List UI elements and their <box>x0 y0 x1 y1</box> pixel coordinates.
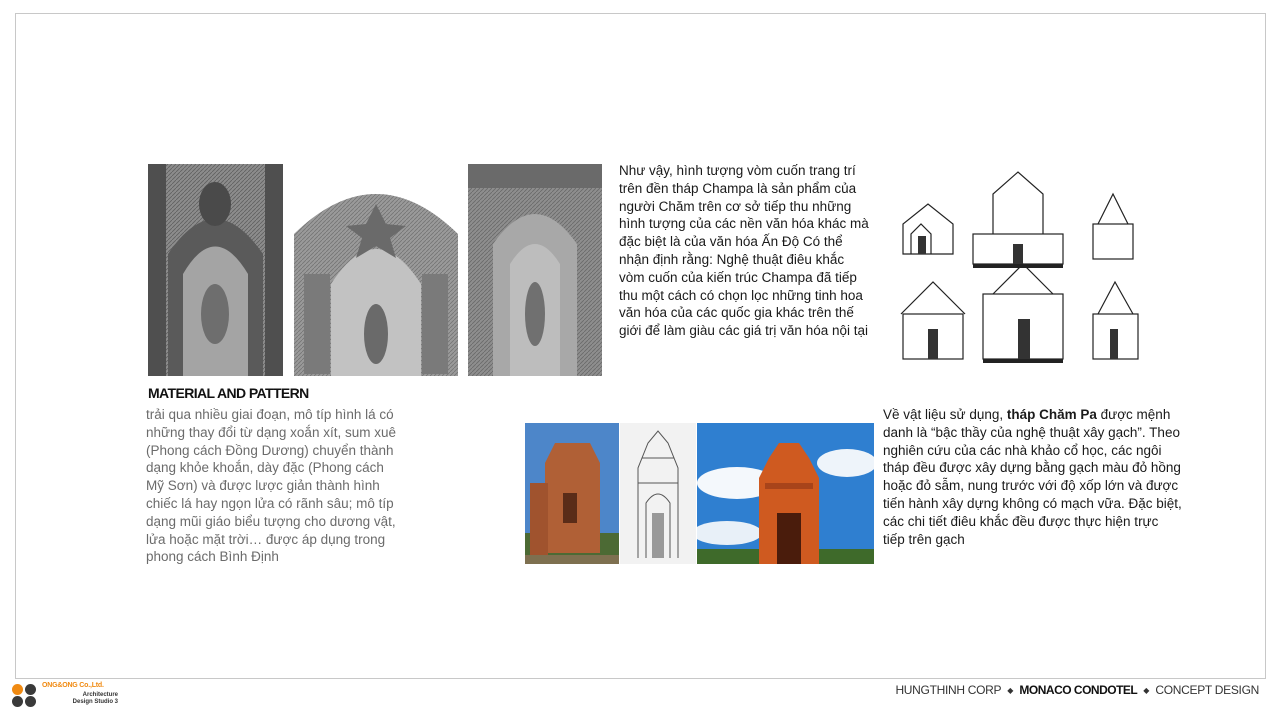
material-text-bold: tháp Chăm Pa <box>1006 407 1097 422</box>
carved-arch-relief-image-1 <box>148 164 283 376</box>
logo-dot-icon <box>12 684 23 695</box>
tower-elevation-sketches-image <box>873 164 1161 376</box>
company-subtitle-line-2: Design Studio 3 <box>72 699 118 705</box>
brick-tower-photo <box>525 423 619 564</box>
logo-dot-icon <box>25 684 36 695</box>
breadcrumb-phase: CONCEPT DESIGN <box>1155 683 1259 697</box>
pattern-description: trải qua nhiều giai đoạn, mô típ hình lá có những thay đổi từ dạng xoắn xít, sum xuê (Phong cách Đồng Dương) chuyển thành dạng khỏe khoắn, dày đặc (Phong cách Mỹ Sơn) và được lược giản thành hình chiếc lá hay ngọn lửa có rãnh sâu; mô típ dạng mũi giáo biểu tượng cho dương vật, lửa hoặc mặt trời… được áp dụng trong phong cách Bình Định <box>146 407 396 565</box>
tower-pencil-drawing <box>620 423 696 564</box>
logo-dot-icon <box>12 696 23 707</box>
carved-arch-relief-image-2 <box>286 164 466 376</box>
breadcrumb-project: MONACO CONDOTEL <box>1019 683 1138 697</box>
company-subtitle-line-1: Architecture <box>82 692 118 698</box>
breadcrumb-client: HUNGTHINH CORP <box>895 683 1002 697</box>
diamond-separator-icon: ◆ <box>1007 685 1014 695</box>
company-logo-icon <box>12 684 38 706</box>
logo-dot-icon <box>25 696 36 707</box>
company-name: ONG&ONG Co.,Ltd. <box>42 682 104 689</box>
material-text-lead: Về vật liệu sử dụng, <box>883 407 1007 422</box>
diamond-separator-icon: ◆ <box>1143 685 1150 695</box>
footer-breadcrumb <box>895 683 1259 697</box>
intro-paragraph: Như vậy, hình tượng vòm cuốn trang trí trên đền tháp Champa là sản phẩm của người Chăm trên cơ sở tiếp thu những hình tượng của các nền văn hóa khác mà đặc biệt là của văn hóa Ấn Độ Có thể nhận định rằng: Nghệ thuật điêu khắc vòm cuốn của kiến trúc Champa đã tiếp thu một cách có chọn lọc những tinh hoa văn hóa của các quốc gia khác trên thế giới để làm giàu các giá trị văn hóa nội tại <box>619 163 869 339</box>
section-heading: MATERIAL AND PATTERN <box>148 385 309 401</box>
material-description <box>883 406 1183 548</box>
company-subtitle <box>42 692 118 706</box>
material-text-rest: được mệnh danh là “bậc thầy của nghệ thuật xây gạch”. Theo nghiên cứu của các nhà khảo cổ học, các ngôi tháp đều được xây dựng bằng gạch màu đỏ hồng hoặc đỏ sẫm, nung trước với độ xốp lớn và được tiến hành xây dựng không có mạch vữa. Đặc biệt, các chi tiết điêu khắc đều được thực hiện trực tiếp trên gạch <box>883 407 1182 547</box>
restored-tower-photo <box>697 423 874 564</box>
carved-arch-relief-image-3 <box>468 164 602 376</box>
